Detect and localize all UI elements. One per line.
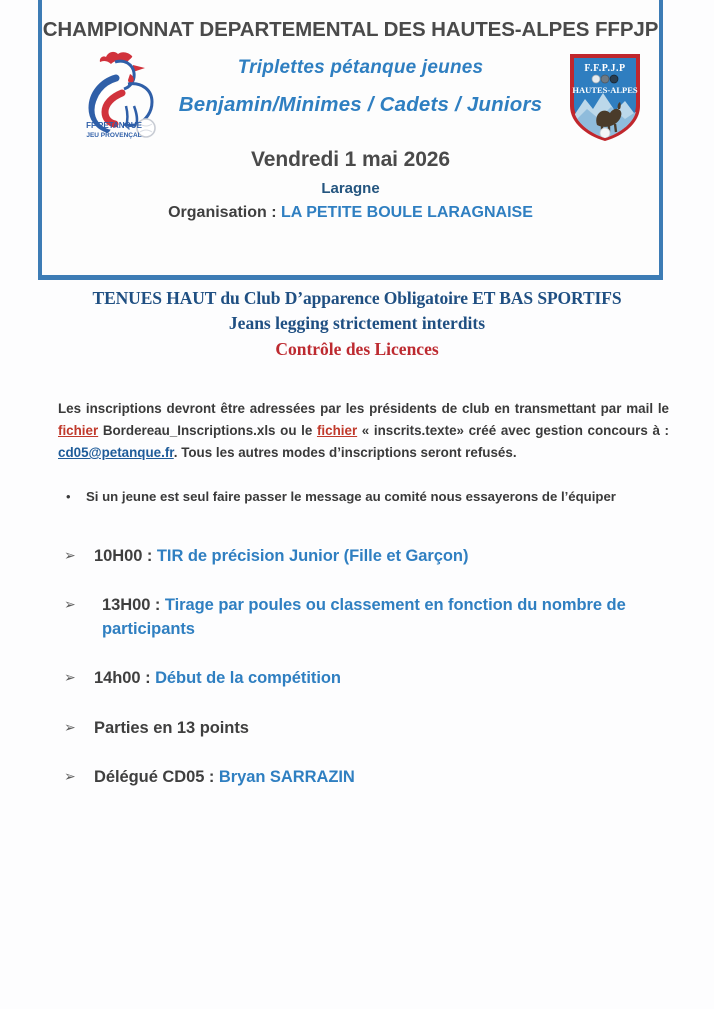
schedule-item-body	[94, 667, 341, 690]
event-date: Vendredi 1 mai 2026	[251, 148, 450, 171]
schedule-item-time: Parties en 13 points	[94, 718, 249, 737]
arrow-bullet-icon: ➢	[64, 547, 76, 563]
arrow-bullet-icon: ➢	[64, 669, 76, 686]
note-text: Si un jeune est seul faire passer le message au comité nous essayerons de l’équiper	[86, 489, 616, 504]
schedule-item-time: 10H00 :	[94, 547, 157, 565]
ffpjp-shield-line2: HAUTES-ALPES	[572, 85, 638, 95]
schedule-item	[58, 545, 678, 568]
registration-paragraph	[58, 398, 669, 464]
arrow-bullet-icon: ➢	[64, 768, 76, 785]
arrow-bullet-icon: ➢	[64, 596, 76, 613]
schedule-item-body	[94, 717, 249, 740]
warning-line-licence-check: Contrôle des Licences	[275, 339, 439, 359]
schedule-item-description: TIR de précision Junior (Fille et Garçon)	[156, 547, 469, 565]
dress-code-warning	[0, 288, 714, 360]
schedule-item	[58, 594, 678, 641]
organisation-name: LA PETITE BOULE LARAGNAISE	[281, 204, 533, 221]
schedule-item-time: 13H00 :	[102, 596, 165, 615]
bullet-dot-icon: •	[66, 489, 71, 504]
subtitle-block	[162, 54, 559, 120]
ff-petanque-logo-line1: FF PETANQUE	[86, 121, 142, 130]
ffpjp-hautes-alpes-shield-logo	[569, 53, 641, 141]
schedule-item-description: Début de la compétition	[155, 669, 341, 688]
subtitle-category: Triplettes pétanque jeunes	[237, 57, 484, 78]
organisation-label: Organisation :	[168, 204, 282, 221]
paragraph-part-4: . Tous les autres modes d’inscriptions seront refusés.	[173, 445, 517, 461]
page-title: CHAMPIONNAT DEPARTEMENTAL DES HAUTES-ALPES FFPJP	[42, 18, 659, 41]
subtitle-age-groups: Benjamin/Minimes / Cadets / Juniors	[178, 92, 543, 116]
schedule-item-time: 14h00 :	[94, 669, 156, 688]
arrow-bullet-icon: ➢	[64, 718, 76, 735]
header-frame	[38, 0, 663, 280]
ffpjp-shield-line1: F.F.P.J.P	[584, 63, 626, 74]
event-city: Laragne	[321, 180, 380, 197]
schedule-item	[58, 766, 678, 789]
warning-line-jeans: Jeans legging strictement interdits	[228, 313, 486, 333]
event-details-block	[42, 148, 659, 222]
fichier-link-1[interactable]: fichier	[58, 423, 99, 439]
schedule-item-body	[94, 594, 678, 641]
fichier-link-2[interactable]: fichier	[316, 423, 358, 439]
paragraph-part-3: « inscrits.texte» créé avec gestion concours à :	[357, 423, 669, 439]
email-link[interactable]: cd05@petanque.fr	[58, 445, 174, 461]
schedule-item	[58, 717, 678, 740]
schedule-list	[58, 545, 678, 816]
paragraph-part-2: Bordereau_Inscriptions.xls ou le	[98, 423, 317, 439]
schedule-item-body	[94, 545, 468, 568]
ff-petanque-logo-line2: JEU PROVENÇAL	[86, 132, 142, 139]
paragraph-part-1: Les inscriptions devront être adressées par les présidents de club en transmettant par mail le	[58, 401, 669, 417]
schedule-item-body	[94, 766, 355, 789]
note-list-item	[58, 487, 673, 507]
schedule-item	[58, 667, 678, 690]
warning-line-attire: TENUES HAUT du Club D’apparence Obligatoire ET BAS SPORTIFS	[92, 288, 622, 308]
event-organisation	[42, 204, 659, 222]
schedule-item-time: Délégué CD05 :	[94, 768, 219, 787]
schedule-item-description: Bryan SARRAZIN	[218, 768, 355, 787]
schedule-item-description: Tirage par poules ou classement en fonction du nombre de participants	[102, 596, 626, 638]
